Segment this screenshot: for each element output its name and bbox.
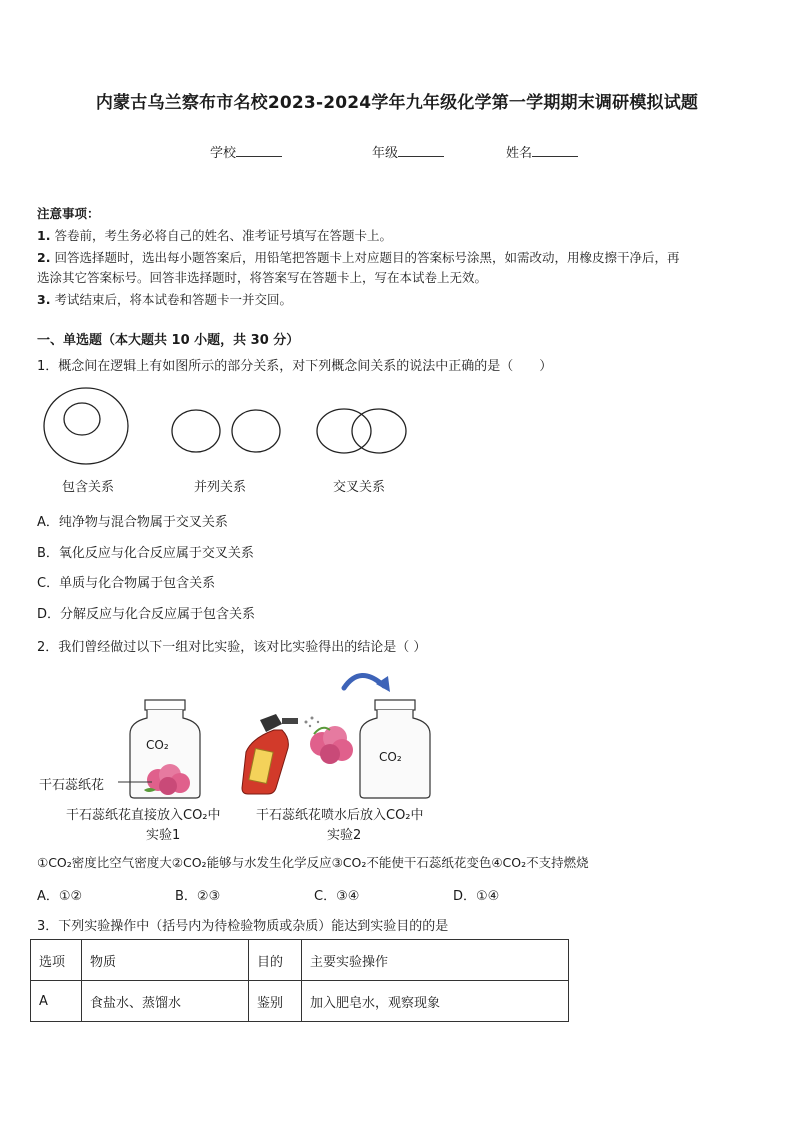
q1-option-d: D．分解反应与化合反应属于包含关系: [37, 607, 256, 622]
table-header-cell: 目的: [249, 940, 302, 981]
table-cell: 加入肥皂水，观察现象: [302, 981, 569, 1022]
notice-item-1: [37, 226, 392, 244]
grade-blank: [398, 144, 444, 157]
school-field: [210, 142, 282, 161]
notice-item-3-text: 考试结束后，将本试卷和答题卡一并交回。: [54, 292, 292, 307]
grade-label: 年级: [372, 146, 399, 161]
q2-option-d: D．①④: [453, 889, 500, 904]
sprayed-flower-icon: [310, 726, 353, 764]
q1-option-c: C．单质与化合物属于包含关系: [37, 576, 216, 591]
fig-label-cross: 交叉关系: [333, 480, 386, 495]
notice-item-3: [37, 290, 292, 308]
table-header-cell: 选项: [31, 940, 82, 981]
flower-label: 干石蕊纸花: [39, 778, 105, 793]
school-label: 学校: [210, 146, 237, 161]
school-blank: [236, 144, 282, 157]
notice-item-1-num: 1.: [37, 228, 51, 243]
caption-1-line2: 实验1: [146, 828, 181, 843]
notice-item-2-num: 2.: [37, 250, 51, 265]
notice-item-3-num: 3.: [37, 292, 51, 307]
caption-2-line1: 干石蕊纸花喷水后放入CO₂中: [256, 808, 424, 823]
table-cell: 鉴别: [249, 981, 302, 1022]
name-label: 姓名: [506, 146, 533, 161]
caption-2-line2: 实验2: [327, 828, 362, 843]
caption-1-line1: 干石蕊纸花直接放入CO₂中: [66, 808, 221, 823]
q2-option-b: B．②③: [175, 889, 221, 904]
table-header-row: [31, 940, 569, 981]
q2-stem: 2．我们曾经做过以下一组对比实验，该对比实验得出的结论是（ ）: [37, 640, 427, 655]
q2-option-a: A．①②: [37, 889, 83, 904]
page-title: 内蒙古乌兰察布市名校2023-2024学年九年级化学第一学期期末调研模拟试题: [95, 93, 699, 113]
fig-label-parallel: 并列关系: [194, 480, 247, 495]
parallel-right-circle: [232, 410, 280, 452]
table-cell: 食盐水、蒸馏水: [82, 981, 249, 1022]
q1-stem: 1．概念间在逻辑上有如图所示的部分关系，对下列概念间关系的说法中正确的是（ ）: [37, 359, 553, 374]
cross-right-circle: [352, 409, 406, 453]
q1-venn-figure: [30, 380, 450, 475]
q3-table: [30, 939, 569, 1022]
table-header-cell: 主要实验操作: [302, 940, 569, 981]
jar-1-label: CO₂: [146, 738, 169, 752]
parallel-left-circle: [172, 410, 220, 452]
notice-heading: 注意事项：: [37, 206, 100, 221]
table-cell: A: [31, 981, 82, 1022]
notice-item-1-text: 答卷前，考生务必将自己的姓名、准考证号填写在答题卡上。: [54, 228, 392, 243]
name-blank: [532, 144, 578, 157]
transfer-arrow-icon: [344, 675, 384, 688]
notice-item-2-line2: 选涂其它答案标号。回答非选择题时，将答案写在答题卡上，写在本试卷上无效。: [37, 270, 488, 285]
cross-left-circle: [317, 409, 371, 453]
notice-item-2-text-line1: 回答选择题时，选出每小题答案后，用铅笔把答题卡上对应题目的答案标号涂黑，如需改动，用橡皮擦干净后，再: [54, 250, 680, 265]
grade-field: [372, 142, 444, 161]
table-row: [31, 981, 569, 1022]
jar-2-label: CO₂: [379, 750, 402, 764]
contain-outer-circle: [44, 388, 128, 464]
q2-option-c: C．③④: [314, 889, 360, 904]
notice-item-2: [37, 248, 679, 266]
fig-label-contain: 包含关系: [62, 480, 115, 495]
table-header-cell: 物质: [82, 940, 249, 981]
q2-statements: ①CO₂密度比空气密度大②CO₂能够与水发生化学反应③CO₂不能使干石蕊纸花变色④CO₂不支持燃烧: [37, 855, 589, 870]
q1-option-b: B．氧化反应与化合反应属于交叉关系: [37, 546, 254, 561]
q1-option-a: A．纯净物与混合物属于交叉关系: [37, 515, 228, 530]
sprayer-icon: [242, 714, 319, 794]
name-field: [506, 142, 578, 161]
contain-inner-circle: [64, 403, 100, 435]
q3-stem: 3．下列实验操作中（括号内为待检验物质或杂质）能达到实验目的的是: [37, 919, 449, 934]
section-heading: 一、单选题（本大题共 10 小题，共 30 分）: [37, 333, 300, 348]
jar-2: [360, 700, 430, 798]
